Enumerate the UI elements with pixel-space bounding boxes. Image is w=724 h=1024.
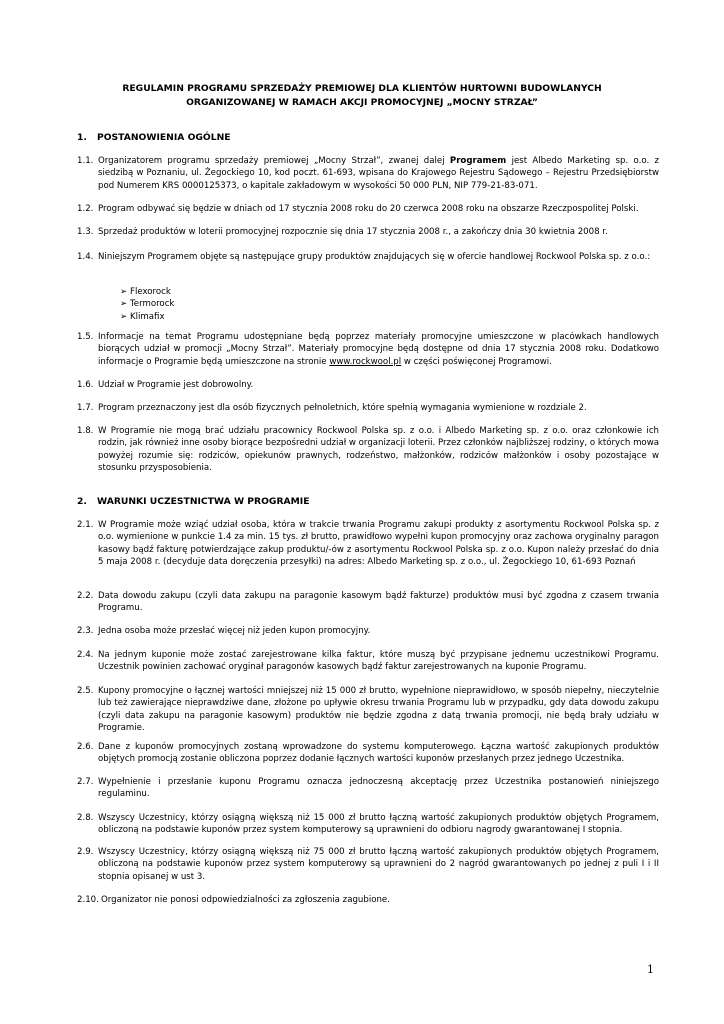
paragraph-text: Organizator nie ponosi odpowiedzialności za zgłoszenia zagubione. (101, 895, 390, 905)
paragraph-2-5 (77, 685, 659, 734)
paragraph-text: Jedna osoba może przesłać więcej niż jeden kupon promocyjny. (98, 626, 371, 636)
paragraph-text: Program przeznaczony jest dla osób fizycznych pełnoletnich, które spełnią wymagania wymienione w rozdziale 2. (98, 403, 587, 413)
text-part: Organizatorem programu sprzedaży premiowej „Mocny Strzał”, zwanej dalej (98, 156, 450, 166)
product-list (120, 286, 174, 323)
section-number: 2. (77, 496, 87, 507)
paragraph-text: Kupony promocyjne o łącznej wartości mniejszej niż 15 000 zł brutto, wypełnione nieprawidłowo, w sposób niepełny, nieczytelnie lub też zawierające nieprawdziwe dane, złożone po upływie okresu trwania Programu lub w przypadku, gdy data dowodu zakupu (czyli data zakupu na paragonie kasowym) produktów nie będzie zgodna z datą trwania promocji, nie będą brały udziału w Programie. (98, 686, 659, 733)
paragraph-number: 2.9. (77, 847, 94, 857)
paragraph-1-7 (77, 402, 659, 414)
section-1-heading (77, 132, 231, 143)
paragraph-1-5 (77, 331, 659, 368)
paragraph-number: 1.8. (77, 426, 94, 436)
paragraph-text (98, 155, 659, 192)
paragraph-number: 2.4. (77, 650, 94, 660)
page-number: 1 (647, 963, 654, 976)
paragraph-2-4 (77, 649, 659, 674)
list-item-label: Termorock (130, 299, 175, 310)
paragraph-2-6 (77, 741, 659, 766)
paragraph-number: 2.7. (77, 777, 94, 787)
paragraph-number: 1.4. (77, 252, 94, 262)
document-title (60, 82, 664, 109)
paragraph-1-2 (77, 203, 659, 215)
bold-term: Programem (449, 156, 507, 166)
list-item-label: Flexorock (130, 287, 171, 297)
paragraph-number: 2.3. (77, 626, 94, 636)
paragraph-number: 1.5. (77, 332, 94, 342)
text-part: w części poświęconej Programowi. (401, 356, 552, 367)
paragraph-number: 2.6. (77, 742, 94, 752)
paragraph-1-1 (77, 155, 659, 192)
paragraph-2-3 (77, 625, 659, 637)
paragraph-number: 1.1. (77, 156, 94, 166)
paragraph-number: 2.5. (77, 686, 94, 696)
paragraph-1-3 (77, 226, 659, 238)
text-part: jest Albedo Marketing sp. o.o. z siedzibą w Poznaniu, ul. Żegockiego 10, kod poczt. 61-693, wpisana do Krajowego Rejestru Sądowego – Rejestru Przedsiębiorstw pod Numerem KRS 0000125373, o kapitale zakładowym w wysokości 50 000 PLN, NIP 779-21-83-071. (98, 156, 659, 191)
list-item-label: Klimafix (130, 311, 165, 322)
paragraph-number: 2.10. (77, 895, 99, 905)
paragraph-text: Udział w Programie jest dobrowolny. (98, 380, 254, 390)
text-part: Informacje na temat Programu udostępniane będą poprzez materiały promocyjne umieszczone w placówkach handlowych biorących udział w promocji „Mocny Strzał”. Materiały promocyjne będą dostępne od dnia 17 stycznia 2008 roku. Dodatkowo informacje o Programie będą umieszczone na stronie (98, 332, 659, 367)
paragraph-text (98, 331, 659, 368)
paragraph-2-8 (77, 812, 659, 837)
arrow-bullet-icon: ➢ (120, 287, 128, 297)
paragraph-number: 1.7. (77, 403, 94, 413)
paragraph-text: Wszyscy Uczestnicy, którzy osiągną większą niż 75 000 zł brutto łączną wartość zakupionych produktów objętych Programem, obliczoną na podstawie kuponów przez system komputerowy są uprawnieni do 2 nagród gwarantowanych po jednej z puli I i II stopnia opisanej w ust 3. (98, 847, 659, 882)
paragraph-1-8 (77, 425, 659, 474)
paragraph-text: W Programie nie mogą brać udziału pracownicy Rockwool Polska sp. z o.o. i Albedo Marketing sp. z o.o. oraz członkowie ich rodzin, jak również inne osoby biorące bezpośredni udział w organizacji loterii. Przez członków najbliższej rodziny, o których mowa powyżej rozumie się: rodziców, opiekunów prawnych, rodzeństwo, małżonków, rodziców małżonków i osoby pozostające w stosunku przysposobienia. (98, 426, 659, 473)
paragraph-text: Niniejszym Programem objęte są następujące grupy produktów znajdujących się w ofercie handlowej Rockwool Polska sp. z o.o.: (98, 252, 651, 262)
section-title: WARUNKI UCZESTNICTWA W PROGRAMIE (97, 496, 310, 507)
paragraph-2-1 (77, 519, 659, 568)
paragraph-number: 2.2. (77, 591, 94, 601)
list-item (120, 311, 174, 323)
arrow-bullet-icon: ➢ (120, 311, 128, 322)
paragraph-text: Wszyscy Uczestnicy, którzy osiągną większą niż 15 000 zł brutto łączną wartość zakupionych produktów objętych Programem, obliczoną na podstawie kuponów przez system komputerowy są uprawnieni do odbioru nagrody gwarantowanej I stopnia. (98, 813, 659, 836)
paragraph-number: 1.3. (77, 227, 94, 237)
paragraph-text: Program odbywać się będzie w dniach od 17 stycznia 2008 roku do 20 czerwca 2008 roku na obszarze Rzeczpospolitej Polski. (98, 204, 639, 214)
paragraph-2-2 (77, 590, 659, 615)
paragraph-text: Sprzedaż produktów w loterii promocyjnej rozpocznie się dnia 17 stycznia 2008 r., a zakończy dnia 30 kwietnia 2008 r. (98, 227, 608, 237)
title-line-2: ORGANIZOWANEJ W RAMACH AKCJI PROMOCYJNEJ „MOCNY STRZAŁ” (186, 96, 538, 108)
paragraph-1-6 (77, 379, 659, 391)
paragraph-text: W Programie może wziąć udział osoba, która w trakcie trwania Programu zakupi produkty z asortymentu Rockwool Polska sp. z o.o. wymienione w punkcie 1.4 za min. 15 tys. zł brutto, prawidłowo wypełni kupon promocyjny oraz zachowa oryginalny paragon kasowy bądź fakturę potwierdzające zakup produktu/-ów z asortymentu Rockwool Polska sp. z o.o. Kupon należy przesłać do dnia 5 maja 2008 r. (decyduje data doręczenia przesyłki) na adres: Albedo Marketing sp. z o.o., ul. Żegockiego 10, 61-693 Poznań (98, 520, 659, 567)
website-link[interactable]: www.rockwool.pl (329, 356, 402, 367)
section-title: POSTANOWIENIA OGÓLNE (97, 132, 231, 143)
paragraph-text: Data dowodu zakupu (czyli data zakupu na paragonie kasowym bądź fakturze) produktów musi być zgodna z czasem trwania Programu. (98, 591, 659, 614)
paragraph-text: Dane z kuponów promocyjnych zostaną wprowadzone do systemu komputerowego. Łączna wartość zakupionych produktów objętych promocją zostanie obliczona poprzez dodanie łącznych wartości kuponów przesłanych przez jednego Uczestnika. (98, 742, 659, 765)
paragraph-2-9 (77, 846, 659, 883)
paragraph-2-10 (77, 894, 659, 906)
paragraph-1-4 (77, 251, 659, 263)
list-item (120, 286, 174, 298)
list-item (120, 298, 174, 310)
paragraph-2-7 (77, 776, 659, 801)
paragraph-text: Wypełnienie i przesłanie kuponu Programu oznacza jednoczesną akceptację przez Uczestnika postanowień niniejszego regulaminu. (98, 777, 659, 800)
paragraph-number: 2.8. (77, 813, 94, 823)
arrow-bullet-icon: ➢ (120, 299, 128, 310)
section-number: 1. (77, 132, 87, 143)
paragraph-number: 1.6. (77, 380, 94, 390)
paragraph-text: Na jednym kuponie może zostać zarejestrowane kilka faktur, które muszą być przypisane jednemu uczestnikowi Programu. Uczestnik powinien zachować oryginał paragonów kasowych bądź faktur zarejestrowanych na kuponie Programu. (98, 650, 659, 673)
paragraph-number: 1.2. (77, 204, 94, 214)
title-line-1: REGULAMIN PROGRAMU SPRZEDAŻY PREMIOWEJ DLA KLIENTÓW HURTOWNI BUDOWLANYCH (122, 83, 602, 94)
section-2-heading (77, 496, 309, 507)
paragraph-number: 2.1. (77, 520, 94, 530)
